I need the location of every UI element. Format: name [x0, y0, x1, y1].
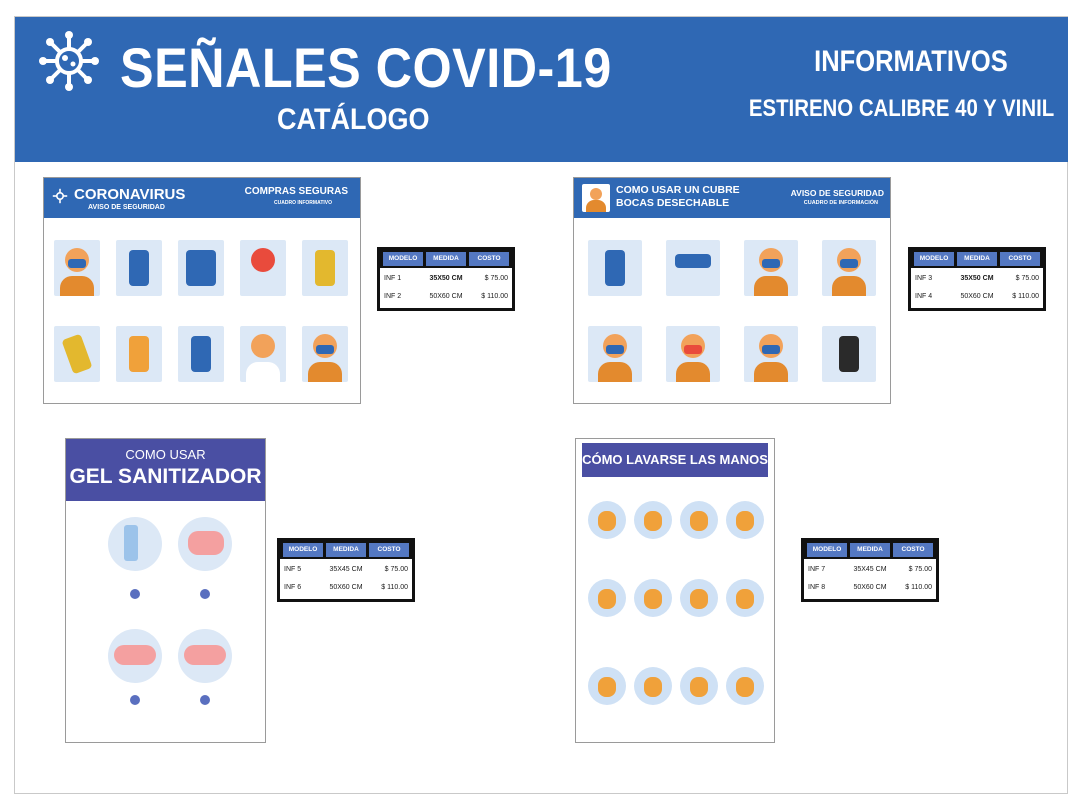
- catalog-page: [14, 16, 1068, 794]
- step-number: [200, 589, 210, 599]
- header-banner: [15, 17, 1068, 162]
- column-header-size: MEDIDA: [426, 252, 466, 266]
- illustration-tile: [588, 326, 642, 382]
- step-number: [130, 695, 140, 705]
- hand-step-illustration: [680, 667, 718, 705]
- poster-title: CORONAVIRUS: [74, 186, 186, 203]
- hand-step-illustration: [588, 667, 626, 705]
- illustration-circle: [108, 517, 162, 571]
- poster-cubre-bocas: [573, 177, 891, 404]
- column-header-price: COSTO: [369, 543, 409, 557]
- poster-right-title: COMPRAS SEGURAS: [244, 186, 348, 197]
- price-table-3: [277, 538, 415, 602]
- poster-coronavirus: [43, 177, 361, 404]
- illustration-circle: [178, 629, 232, 683]
- column-header-model: MODELO: [807, 543, 847, 557]
- column-header-price: COSTO: [1000, 252, 1040, 266]
- table-row: INF 2 50X60 CM $ 110.00: [384, 293, 508, 300]
- illustration-tile: [666, 240, 720, 296]
- price-table-1: [377, 247, 515, 311]
- poster-right-subtitle: CUADRO INFORMATIVO: [274, 200, 332, 206]
- hand-step-illustration: [588, 501, 626, 539]
- hand-step-illustration: [634, 501, 672, 539]
- virus-icon: [52, 188, 68, 204]
- poster-subtitle: AVISO DE SEGURIDAD: [88, 204, 165, 211]
- hand-step-illustration: [634, 667, 672, 705]
- poster-title-small: COMO USAR: [125, 447, 206, 462]
- virus-icon: [39, 31, 99, 91]
- table-row: INF 8 50X60 CM $ 110.00: [808, 584, 932, 591]
- illustration-tile: [302, 326, 348, 382]
- illustration-tile: [54, 326, 100, 382]
- material-label: ESTIRENO CALIBRE 40 Y VINIL: [748, 95, 1054, 122]
- avatar-icon: [582, 184, 610, 212]
- column-header-price: COSTO: [893, 543, 933, 557]
- poster-lavarse-manos: [575, 438, 775, 743]
- illustration-tile: [588, 240, 642, 296]
- column-header-model: MODELO: [283, 543, 323, 557]
- poster-gel-sanitizador: [65, 438, 266, 743]
- illustration-tile: [240, 326, 286, 382]
- illustration-tile: [116, 326, 162, 382]
- poster-title: GEL SANITIZADOR: [69, 465, 262, 488]
- table-row: INF 4 50X60 CM $ 110.00: [915, 293, 1039, 300]
- column-header-size: MEDIDA: [326, 543, 366, 557]
- page-title: SEÑALES COVID-19: [120, 36, 612, 99]
- hand-step-illustration: [680, 501, 718, 539]
- illustration-tile: [54, 240, 100, 296]
- poster-title: COMO USAR UN CUBRE BOCAS DESECHABLE: [616, 184, 740, 209]
- illustration-tile: [822, 240, 876, 296]
- table-row: INF 7 35X45 CM $ 75.00: [808, 566, 932, 573]
- poster-right-title: AVISO DE SEGURIDAD: [790, 188, 884, 198]
- column-header-model: MODELO: [914, 252, 954, 266]
- hand-step-illustration: [588, 579, 626, 617]
- hand-step-illustration: [726, 501, 764, 539]
- illustration-tile: [178, 240, 224, 296]
- illustration-tile: [666, 326, 720, 382]
- illustration-tile: [302, 240, 348, 296]
- column-header-model: MODELO: [383, 252, 423, 266]
- table-row: INF 5 35X45 CM $ 75.00: [284, 566, 408, 573]
- illustration-tile: [822, 326, 876, 382]
- page-subtitle: CATÁLOGO: [277, 103, 430, 136]
- price-table-2: [908, 247, 1046, 311]
- hand-step-illustration: [634, 579, 672, 617]
- table-row: INF 1 35X50 CM $ 75.00: [384, 275, 508, 282]
- illustration-tile: [116, 240, 162, 296]
- price-table-4: [801, 538, 939, 602]
- category-label: INFORMATIVOS: [814, 45, 1008, 78]
- column-header-size: MEDIDA: [850, 543, 890, 557]
- illustration-tile: [744, 326, 798, 382]
- illustration-circle: [108, 629, 162, 683]
- illustration-tile: [240, 240, 286, 296]
- table-row: INF 3 35X50 CM $ 75.00: [915, 275, 1039, 282]
- step-number: [130, 589, 140, 599]
- step-number: [200, 695, 210, 705]
- hand-step-illustration: [680, 579, 718, 617]
- table-row: INF 6 50X60 CM $ 110.00: [284, 584, 408, 591]
- column-header-size: MEDIDA: [957, 252, 997, 266]
- illustration-circle: [178, 517, 232, 571]
- illustration-tile: [178, 326, 224, 382]
- illustration-tile: [744, 240, 798, 296]
- hand-step-illustration: [726, 667, 764, 705]
- poster-title: CÓMO LAVARSE LAS MANOS: [582, 452, 768, 467]
- poster-right-subtitle: CUADRO DE INFORMACIÓN: [803, 200, 878, 206]
- column-header-price: COSTO: [469, 252, 509, 266]
- hand-step-illustration: [726, 579, 764, 617]
